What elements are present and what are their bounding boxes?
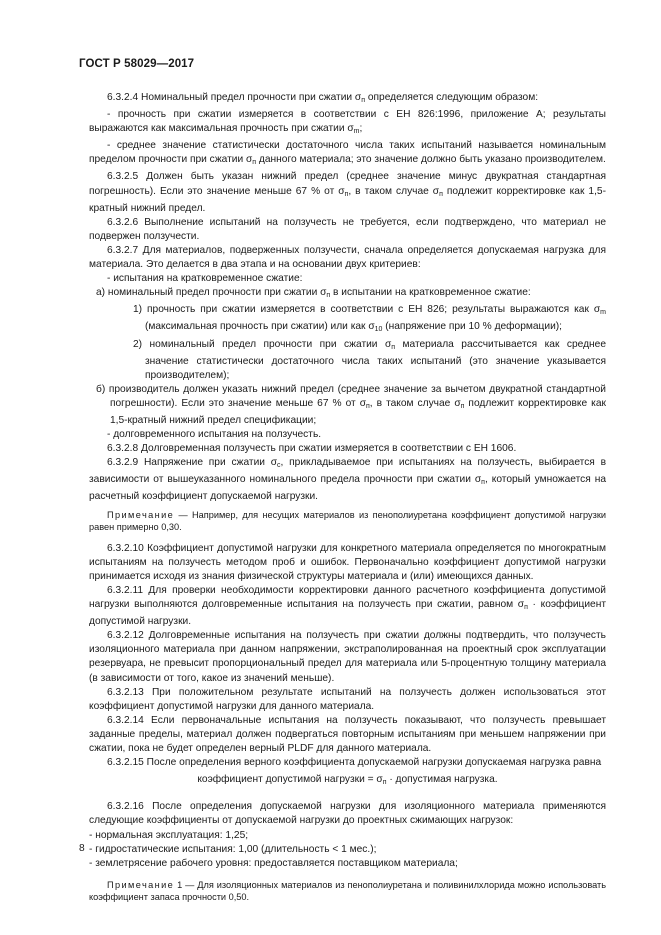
list-hydrostatic-tests: - гидростатические испытания: 1,00 (длительность < 1 мес.); [89,843,377,855]
formula-load-factor: коэффициент допустимой нагрузки = $\sigma_п$ · допустимая нагрузка. [197,774,498,787]
page-number: 8 [79,843,85,854]
list-earthquake: - землетрясение рабочего уровня: предоставляется поставщиком материала; [89,857,458,869]
paragraph-6-3-2-6: 6.3.2.6 Выполнение испытаний на ползучесть не требуется, если подтверждено, что материал не подвержен ползучести. [89,216,606,242]
paragraph-6-3-2-4: 6.3.2.4 Номинальный предел прочности при сжатии $\sigma_п$ определяется следующим образом: [107,92,539,104]
list-item-1: 1) прочность при сжатии измеряется в соответствии с ЕН 826; результаты выражаются как $\sigma_m$ (максимальная прочность при сжатии) или как $\sigma_{10}$ (напряжение при 10 % деформации); [133,304,606,334]
paragraph-6-3-2-13: 6.3.2.13 При положительном результате испытаний на ползучесть должен использоваться этот коэффициент допустимой нагрузки для данного материала. [89,686,606,712]
paragraph-6-3-2-9: 6.3.2.9 Напряжение при сжатии $\sigma_c$, прикладываемое при испытаниях на ползучесть, выбирается в зависимости от вышеуказанного номинального предела прочности при сжатии $\sigma_п$, который умножается на расчетный коэффициент допускаемой нагрузки. [89,457,607,503]
list-item-2: 2) номинальный предел прочности при сжатии $\sigma_п$ материала рассчитывается как среднее значение статистически достаточного числа таких испытаний (это значение указывается производителем); [133,338,606,381]
paragraph-short-term-tests: - испытания на кратковременное сжатие: [107,273,303,285]
paragraph-6-3-2-16: 6.3.2.16 После определения допускаемой нагрузки для изоляционного материала применяются следующие коэффициенты от допускаемой нагрузки до проектных сжимающих нагрузок: [89,801,606,827]
note-1: Примечание — Например, для несущих материалов из пенополиуретана коэффициент допустимой нагрузки равен примерно 0,30. [89,509,606,533]
paragraph-6-3-2-8: 6.3.2.8 Долговременная ползучесть при сжатии измеряется в соответствии с ЕН 1606. [107,443,517,455]
paragraph-6-3-2-7: 6.3.2.7 Для материалов, подверженных ползучести, сначала определяется допускаемая нагрузка для материала. Это делается в два этапа и на основании двух критериев: [89,244,606,271]
note-2: Примечание 1 — Для изоляционных материалов из пенополиуретана и поливинилхлорида можно использовать коэффициент запаса прочности 0,50. [89,879,606,903]
paragraph-long-term-creep: - долговременного испытания на ползучесть. [107,429,322,441]
paragraph-6-3-2-11: 6.3.2.11 Для проверки необходимости корректировки данного расчетного коэффициента допустимой нагрузки выполняются долговременные испытания на ползучесть при сжатии, равном $\sigma_п$ · коэффициент допустимой нагрузки. [89,585,606,628]
paragraph-strength-measure: - прочность при сжатии измеряется в соответствии с ЕН 826:1996, приложение А; результаты выражаются как максимальная прочность при сжатии $\sigma_m$; [89,109,606,136]
paragraph-mean-value: - среднее значение статистически достаточного числа таких испытаний называется номинальным пределом прочности при сжатии $\sigma_п$ данного материала; это значение должно быть указано производителем. [89,140,606,167]
list-item-a: а) номинальный предел прочности при сжатии $\sigma_п$ в испытании на кратковременное сжатие: [96,287,531,300]
paragraph-6-3-2-10: 6.3.2.10 Коэффициент допустимой нагрузки для конкретного материала определяется по многократным испытаниям на ползучесть методом проб и ошибок. Первоначально коэффициент допустимой нагрузки принимается исходя из знания физической структуры материала и (или) имеющихся данных. [89,542,606,582]
paragraph-6-3-2-5: 6.3.2.5 Должен быть указан нижний предел (среднее значение минус двукратная стандартная погрешность). Если это значение меньше 67 % от $\sigma_п$, в таком случае $\sigma_п$ подлежит корректировке как 1,5-кратный нижний предел. [89,171,606,214]
paragraph-6-3-2-14: 6.3.2.14 Если первоначальные испытания на ползучесть показывают, что ползучесть превышает заданные пределы, материал должен подвергаться повторным испытаниям при меньшем напряжении при сжатии, пока не будет определен верный PLDF для данного материала. [89,714,606,755]
paragraph-6-3-2-15: 6.3.2.15 После определения верного коэффициента допускаемой нагрузки допускаемая нагрузка равна [107,757,602,769]
list-normal-operation: - нормальная эксплуатация: 1,25; [89,829,249,841]
document-body [89,91,606,904]
list-item-b: б) производитель должен указать нижний предел (среднее значение за вычетом двукратной стандартной погрешности). Если это значение меньше 67 % от $\sigma_п$, в таком случае $\sigma_п$ подлежит корректировке как 1,5-кратный нижний предел спецификации; [96,383,606,426]
standard-header: ГОСТ Р 58029—2017 [79,58,195,70]
paragraph-6-3-2-12: 6.3.2.12 Долговременные испытания на ползучесть при сжатии должны подтвердить, что ползучесть изоляционного материала при данном напряжении, экстраполированная на проектный срок эксплуатации резервуара, не превысит пропорциональный предел для материала или 5-процентную толщину материала (в зависимости от того, какое из значений меньше). [89,630,606,684]
